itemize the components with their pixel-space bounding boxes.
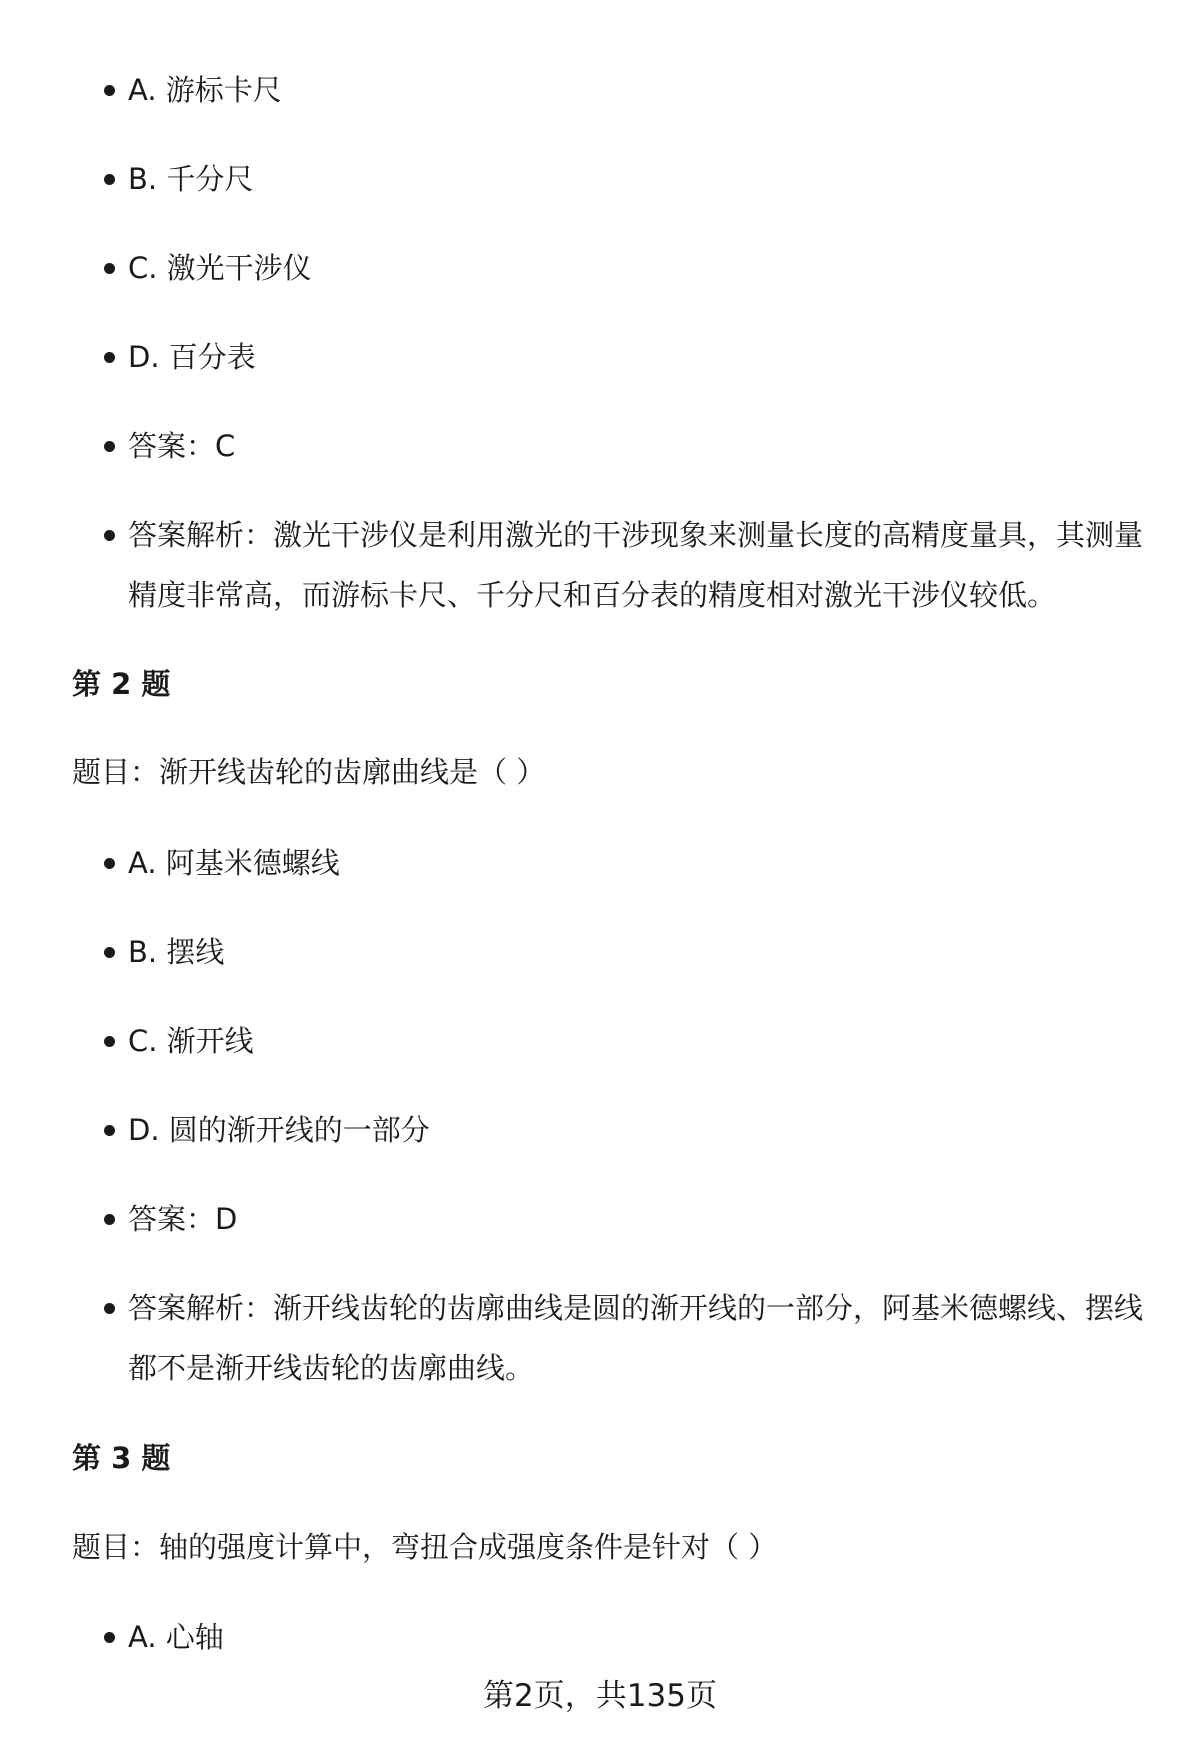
list-item [128,922,1148,982]
list-item [128,149,1148,209]
list-item [128,1100,1148,1160]
option-text: D. 圆的渐开线的一部分 [128,1113,430,1147]
bullet-icon [104,947,115,958]
list-item [128,833,1148,893]
option-text: A. 阿基米德螺线 [128,846,340,880]
bullet-icon [104,85,115,96]
analysis-text: 答案解析：渐开线齿轮的齿廓曲线是圆的渐开线的一部分，阿基米德螺线、摆线都不是渐开线齿轮的齿廓曲线。 [128,1291,1144,1385]
question-stem: 题目：渐开线齿轮的齿廓曲线是（ ） [72,755,546,789]
list-item [128,1011,1148,1071]
option-text: A. 心轴 [128,1620,224,1654]
answer-text: 答案：D [128,1202,238,1236]
bullet-icon [104,1214,115,1225]
list-item [128,1189,1148,1249]
option-text: B. 千分尺 [128,162,254,196]
option-text: A. 游标卡尺 [128,73,282,107]
bullet-icon [104,858,115,869]
bullet-icon [104,441,115,452]
option-text: C. 激光干涉仪 [128,251,312,285]
option-text: C. 渐开线 [128,1024,254,1058]
question-stem: 题目：轴的强度计算中，弯扭合成强度条件是针对（ ） [72,1530,778,1564]
bullet-icon [104,263,115,274]
list-item [128,1607,1148,1667]
list-item [128,327,1148,387]
list-item [128,505,1148,625]
question-heading: 第 2 题 [72,667,171,701]
bullet-icon [104,1303,115,1314]
bullet-icon [104,1036,115,1047]
bullet-icon [104,174,115,185]
question-heading: 第 3 题 [72,1441,171,1475]
page-number: 第2页，共135页 [483,1678,717,1714]
list-item [128,416,1148,476]
bullet-icon [104,1125,115,1136]
list-item [128,60,1148,120]
list-item [128,1278,1148,1398]
answer-text: 答案：C [128,429,236,463]
bullet-icon [104,530,115,541]
option-text: D. 百分表 [128,340,256,374]
list-item [128,238,1148,298]
option-text: B. 摆线 [128,935,225,969]
bullet-icon [104,352,115,363]
bullet-icon [104,1632,115,1643]
analysis-text: 答案解析：激光干涉仪是利用激光的干涉现象来测量长度的高精度量具，其测量精度非常高，而游标卡尺、千分尺和百分表的精度相对激光干涉仪较低。 [128,518,1144,612]
